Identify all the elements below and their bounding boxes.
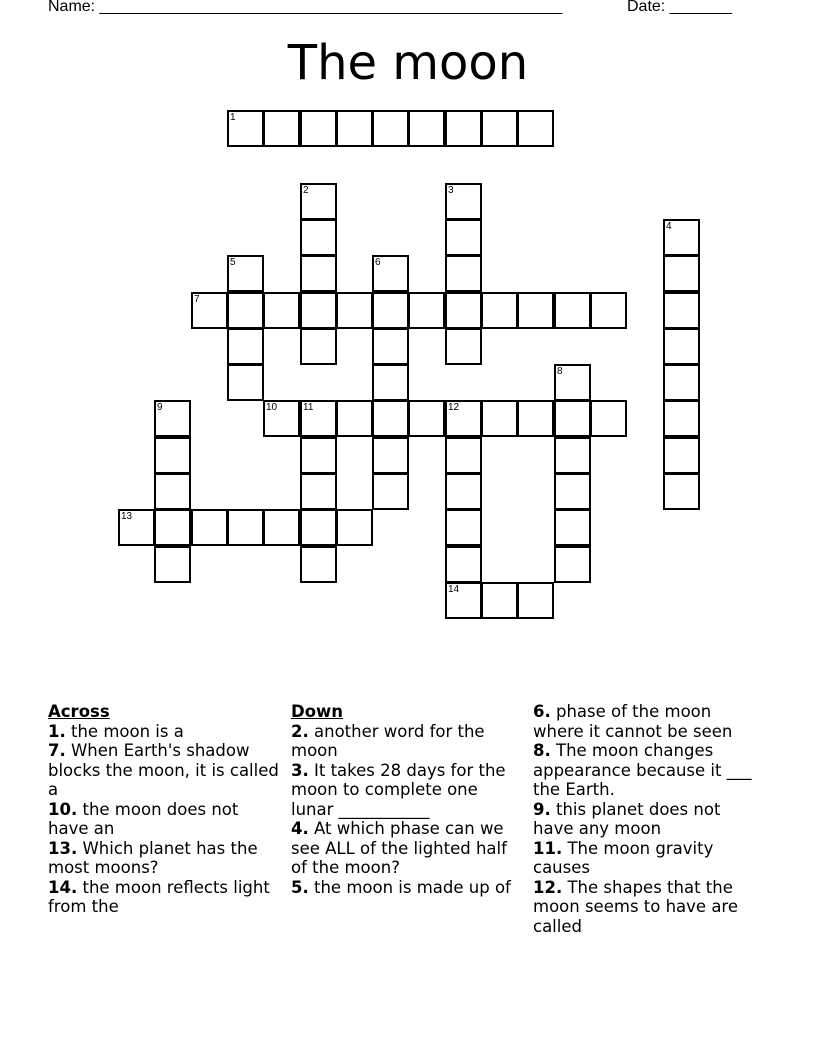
grid-cell[interactable] <box>300 437 337 474</box>
grid-cell[interactable] <box>300 546 337 583</box>
grid-cell[interactable] <box>300 328 337 365</box>
grid-cell[interactable] <box>154 437 191 474</box>
grid-cell[interactable] <box>554 509 591 546</box>
grid-cell[interactable] <box>517 400 554 437</box>
clue-item <box>291 878 523 898</box>
clue-num: 14. <box>48 877 78 897</box>
down-clues-continued <box>533 702 765 936</box>
clue-number: 6 <box>375 257 381 268</box>
grid-cell[interactable] <box>445 437 482 474</box>
clue-item <box>291 761 523 820</box>
clue-number: 12 <box>448 402 460 413</box>
clue-number: 1 <box>230 112 236 123</box>
clue-num: 2. <box>291 721 309 741</box>
grid-cell[interactable] <box>336 110 373 147</box>
clue-text: It takes 28 days for the moon to complete one lunar ___________ <box>291 760 506 819</box>
grid-cell[interactable] <box>445 400 482 437</box>
clue-number: 8 <box>557 366 563 377</box>
clue-item <box>533 741 765 800</box>
clue-number: 5 <box>230 257 236 268</box>
grid-cell[interactable] <box>445 183 482 220</box>
clue-item <box>533 878 765 937</box>
clue-num: 7. <box>48 741 66 760</box>
grid-cell[interactable] <box>481 110 518 147</box>
grid-cell[interactable] <box>445 110 482 147</box>
grid-cell[interactable] <box>590 400 627 437</box>
grid-cell[interactable] <box>554 473 591 510</box>
grid-cell[interactable] <box>372 328 409 365</box>
grid-cell[interactable] <box>481 400 518 437</box>
clue-number: 14 <box>448 584 460 595</box>
grid-cell[interactable] <box>663 292 700 329</box>
grid-cell[interactable] <box>481 582 518 619</box>
clue-text: The moon gravity causes <box>533 838 714 877</box>
grid-cell[interactable] <box>336 509 373 546</box>
clue-num: 8. <box>533 741 551 760</box>
grid-cell[interactable] <box>263 292 300 329</box>
grid-cell[interactable] <box>227 509 264 546</box>
grid-cell[interactable] <box>372 255 409 292</box>
grid-cell[interactable] <box>445 509 482 546</box>
clue-item <box>48 722 280 742</box>
grid-cell[interactable] <box>517 110 554 147</box>
grid-cell[interactable] <box>445 292 482 329</box>
clue-num: 12. <box>533 877 563 897</box>
clue-number: 10 <box>266 402 278 413</box>
grid-cell[interactable] <box>300 255 337 292</box>
grid-cell[interactable] <box>227 364 264 401</box>
grid-cell[interactable] <box>517 292 554 329</box>
clue-number: 11 <box>303 402 314 413</box>
grid-cell[interactable] <box>154 473 191 510</box>
clue-item <box>291 819 523 878</box>
name-field[interactable]: Name: ____________________________________________________ <box>48 0 563 15</box>
clue-text: Which planet has the most moons? <box>48 838 258 877</box>
grid-cell[interactable] <box>554 437 591 474</box>
grid-cell[interactable] <box>263 509 300 546</box>
grid-cell[interactable] <box>445 473 482 510</box>
grid-cell[interactable] <box>227 328 264 365</box>
clue-number: 3 <box>448 185 454 196</box>
grid-cell[interactable] <box>300 183 337 220</box>
clue-num: 6. <box>533 702 551 721</box>
clue-number: 13 <box>121 511 133 522</box>
clue-num: 1. <box>48 721 66 741</box>
across-clues <box>48 702 280 917</box>
clue-item <box>533 702 765 741</box>
grid-cell[interactable] <box>300 473 337 510</box>
grid-cell[interactable] <box>263 110 300 147</box>
clue-num: 3. <box>291 760 309 780</box>
grid-cell[interactable] <box>154 509 191 546</box>
clue-number: 7 <box>194 294 200 305</box>
grid-cell[interactable] <box>191 509 228 546</box>
grid-cell[interactable] <box>445 328 482 365</box>
grid-cell[interactable] <box>372 292 409 329</box>
clue-text: the moon is a <box>65 721 184 741</box>
grid-cell[interactable] <box>554 364 591 401</box>
grid-cell[interactable] <box>372 473 409 510</box>
clue-num: 10. <box>48 799 78 819</box>
clue-text: phase of the moon where it cannot be seen <box>533 702 733 741</box>
grid-cell[interactable] <box>300 110 337 147</box>
clue-item <box>48 800 280 839</box>
grid-cell[interactable] <box>372 110 409 147</box>
grid-cell[interactable] <box>481 292 518 329</box>
grid-cell[interactable] <box>445 219 482 256</box>
grid-cell[interactable] <box>663 219 700 256</box>
clue-text: the moon is made up of <box>308 877 511 897</box>
grid-cell[interactable] <box>227 110 264 147</box>
grid-cell[interactable] <box>227 292 264 329</box>
grid-cell[interactable] <box>408 400 445 437</box>
grid-cell[interactable] <box>263 400 300 437</box>
grid-cell[interactable] <box>663 437 700 474</box>
grid-cell[interactable] <box>191 292 228 329</box>
grid-cell[interactable] <box>154 546 191 583</box>
grid-cell[interactable] <box>300 400 337 437</box>
clue-text: another word for the moon <box>291 721 485 760</box>
grid-cell[interactable] <box>445 582 482 619</box>
clue-item <box>48 839 280 878</box>
grid-cell[interactable] <box>663 400 700 437</box>
grid-cell[interactable] <box>663 328 700 365</box>
clue-number: 2 <box>303 185 309 196</box>
grid-cell[interactable] <box>663 473 700 510</box>
clue-text: The moon changes appearance because it ___ the Earth. <box>533 741 752 799</box>
grid-cell[interactable] <box>554 292 591 329</box>
grid-cell[interactable] <box>408 110 445 147</box>
clue-item <box>291 722 523 761</box>
clue-num: 13. <box>48 838 78 858</box>
clue-text: At which phase can we see ALL of the lighted half of the moon? <box>291 819 507 877</box>
grid-cell[interactable] <box>372 437 409 474</box>
clue-item <box>48 741 280 800</box>
grid-cell[interactable] <box>336 400 373 437</box>
grid-cell[interactable] <box>118 509 155 546</box>
grid-cell[interactable] <box>336 292 373 329</box>
clue-item <box>533 800 765 839</box>
grid-cell[interactable] <box>227 255 264 292</box>
clue-text: the moon reflects light from the <box>48 877 270 916</box>
clue-text: this planet does not have any moon <box>533 799 721 838</box>
grid-cell[interactable] <box>590 292 627 329</box>
down-heading: Down <box>291 702 344 721</box>
clue-number: 9 <box>157 402 163 413</box>
clue-text: When Earth's shadow blocks the moon, it is called a <box>48 741 279 799</box>
clue-num: 9. <box>533 799 551 819</box>
grid-cell[interactable] <box>554 400 591 437</box>
clue-num: 4. <box>291 819 309 838</box>
grid-cell[interactable] <box>663 364 700 401</box>
date-field[interactable]: Date: _______ <box>627 0 732 15</box>
clue-item <box>48 878 280 917</box>
grid-cell[interactable] <box>372 400 409 437</box>
grid-cell[interactable] <box>154 400 191 437</box>
grid-cell[interactable] <box>372 364 409 401</box>
grid-cell[interactable] <box>517 582 554 619</box>
clue-item <box>533 839 765 878</box>
grid-cell[interactable] <box>445 546 482 583</box>
clue-num: 5. <box>291 877 309 897</box>
page-title: The moon <box>287 35 529 91</box>
grid-cell[interactable] <box>663 255 700 292</box>
grid-cell[interactable] <box>445 255 482 292</box>
clue-number: 4 <box>666 221 672 232</box>
across-heading: Across <box>48 702 110 721</box>
clue-text: The shapes that the moon seems to have are called <box>533 877 739 936</box>
grid-cell[interactable] <box>554 546 591 583</box>
clue-text: the moon does not have an <box>48 799 239 838</box>
grid-cell[interactable] <box>300 219 337 256</box>
down-clues <box>291 702 523 897</box>
grid-cell[interactable] <box>300 509 337 546</box>
grid-cell[interactable] <box>408 292 445 329</box>
grid-cell[interactable] <box>300 292 337 329</box>
clue-num: 11. <box>533 838 563 858</box>
